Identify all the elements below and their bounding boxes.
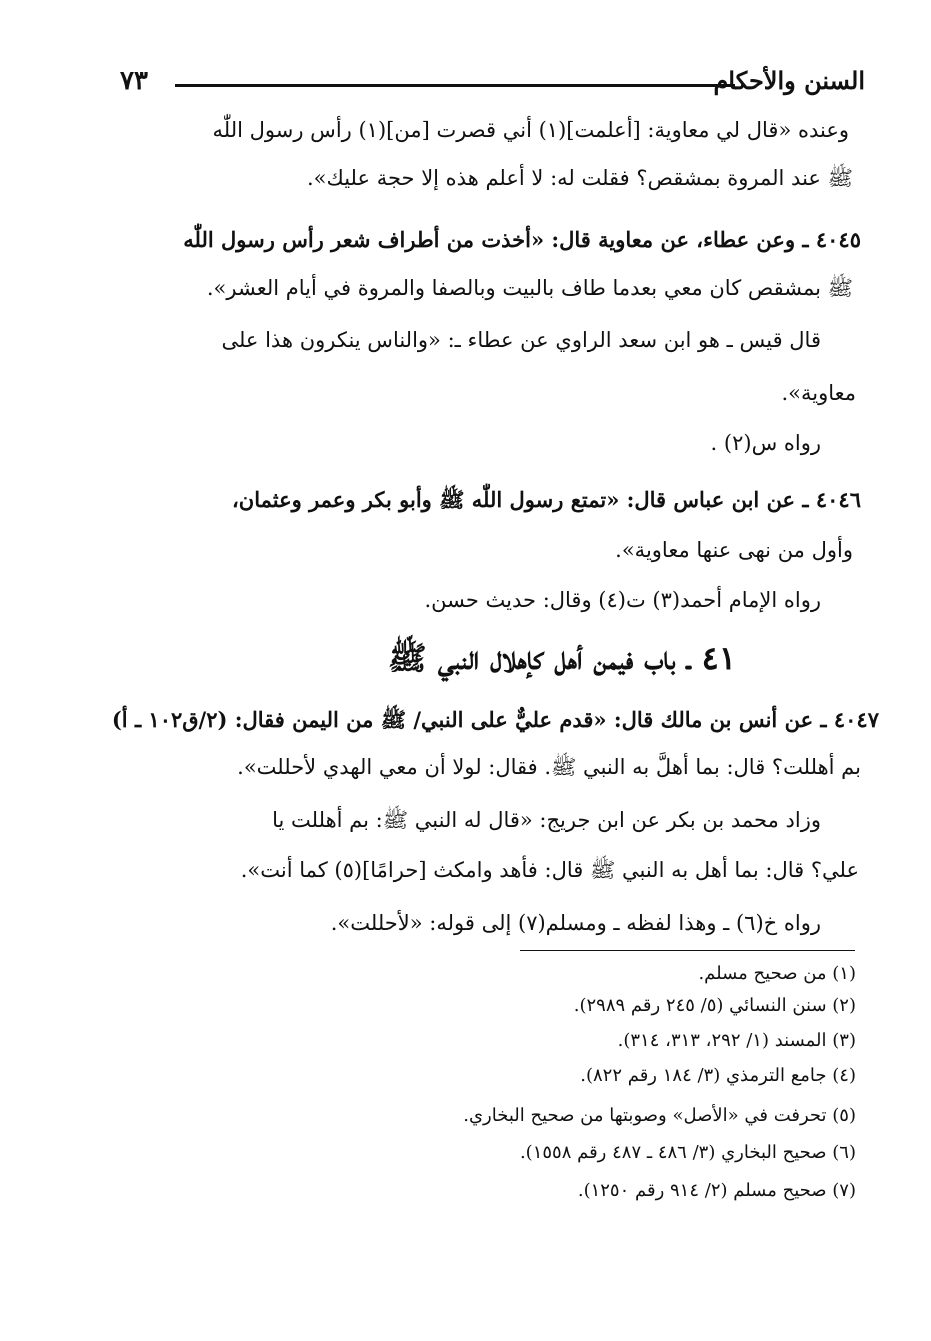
hadith-4046-line: ٤٠٤٦ ـ عن ابن عباس قال: «تمتع رسول اللّٰه ﷺ وأبو بكر وعمر وعثمان،	[232, 487, 861, 512]
footnote: (٣) المسند (١/ ٢٩٢، ٣١٣، ٣١٤).	[617, 1030, 856, 1051]
footnote: (٥) تحرفت في «الأصل» وصوبتها من صحيح البخاري.	[463, 1105, 856, 1126]
hadith-4047-line: ٤٠٤٧ ـ عن أنس بن مالك قال: «قدم عليٌّ على النبي/ ﷺ من اليمن فقال: (٢/ق١٠٢ ـ أ)	[111, 707, 879, 732]
text-line: معاوية».	[781, 381, 856, 405]
text-line: وأول من نهى عنها معاوية».	[615, 538, 853, 562]
text-line: قال قيس ـ هو ابن سعد الراوي عن عطاء ـ: «والناس ينكرون هذا على	[221, 328, 821, 352]
narration-note: رواه الإمام أحمد(٣) ت(٤) وقال: حديث حسن.	[424, 588, 821, 612]
footnote-separator	[520, 950, 855, 951]
narration-note: رواه س(٢) .	[710, 431, 821, 455]
text-line: علي؟ قال: بما أهل به النبي ﷺ قال: فأهد وامكث [حرامًا](٥) كما أنت».	[240, 858, 859, 882]
text-line: وعنده «قال لي معاوية: [أعلمت](١) أني قصرت [من](١) رأس رسول اللّٰه	[212, 118, 849, 142]
hadith-4045-line: ٤٠٤٥ ـ وعن عطاء، عن معاوية قال: «أخذت من أطراف شعر رأس رسول اللّٰه	[183, 227, 861, 252]
footnote: (٤) جامع الترمذي (٣/ ١٨٤ رقم ٨٢٢).	[580, 1065, 856, 1086]
page-header	[120, 66, 865, 106]
page-number: ٧٣	[120, 66, 148, 96]
chapter-heading: ٤١ ـ باب فيمن أهل كإهلال النبي ﷺ	[388, 639, 736, 677]
footnote: (٢) سنن النسائي (٥/ ٢٤٥ رقم ٢٩٨٩).	[573, 995, 856, 1016]
text-line: وزاد محمد بن بكر عن ابن جريج: «قال له النبي ﷺ: بم أهللت يا	[272, 808, 821, 832]
text-line: ﷺ عند المروة بمشقص؟ فقلت له: لا أعلم هذه إلا حجة عليك».	[307, 166, 853, 190]
text-line: ﷺ بمشقص كان معي بعدما طاف بالبيت وبالصفا والمروة في أيام العشر».	[206, 276, 853, 300]
running-title: السنن والأحكام	[713, 66, 865, 95]
narration-note: رواه خ(٦) ـ وهذا لفظه ـ ومسلم(٧) إلى قوله: «لأحللت».	[330, 911, 821, 935]
footnote: (٧) صحيح مسلم (٢/ ٩١٤ رقم ١٢٥٠).	[577, 1180, 856, 1201]
header-rule	[175, 84, 735, 87]
footnote: (١) من صحيح مسلم.	[698, 963, 856, 984]
text-line: بم أهللت؟ قال: بما أهلَّ به النبي ﷺ. فقال: لولا أن معي الهدي لأحللت».	[237, 755, 861, 779]
footnote: (٦) صحيح البخاري (٣/ ٤٨٦ ـ ٤٨٧ رقم ١٥٥٨).	[519, 1142, 856, 1163]
